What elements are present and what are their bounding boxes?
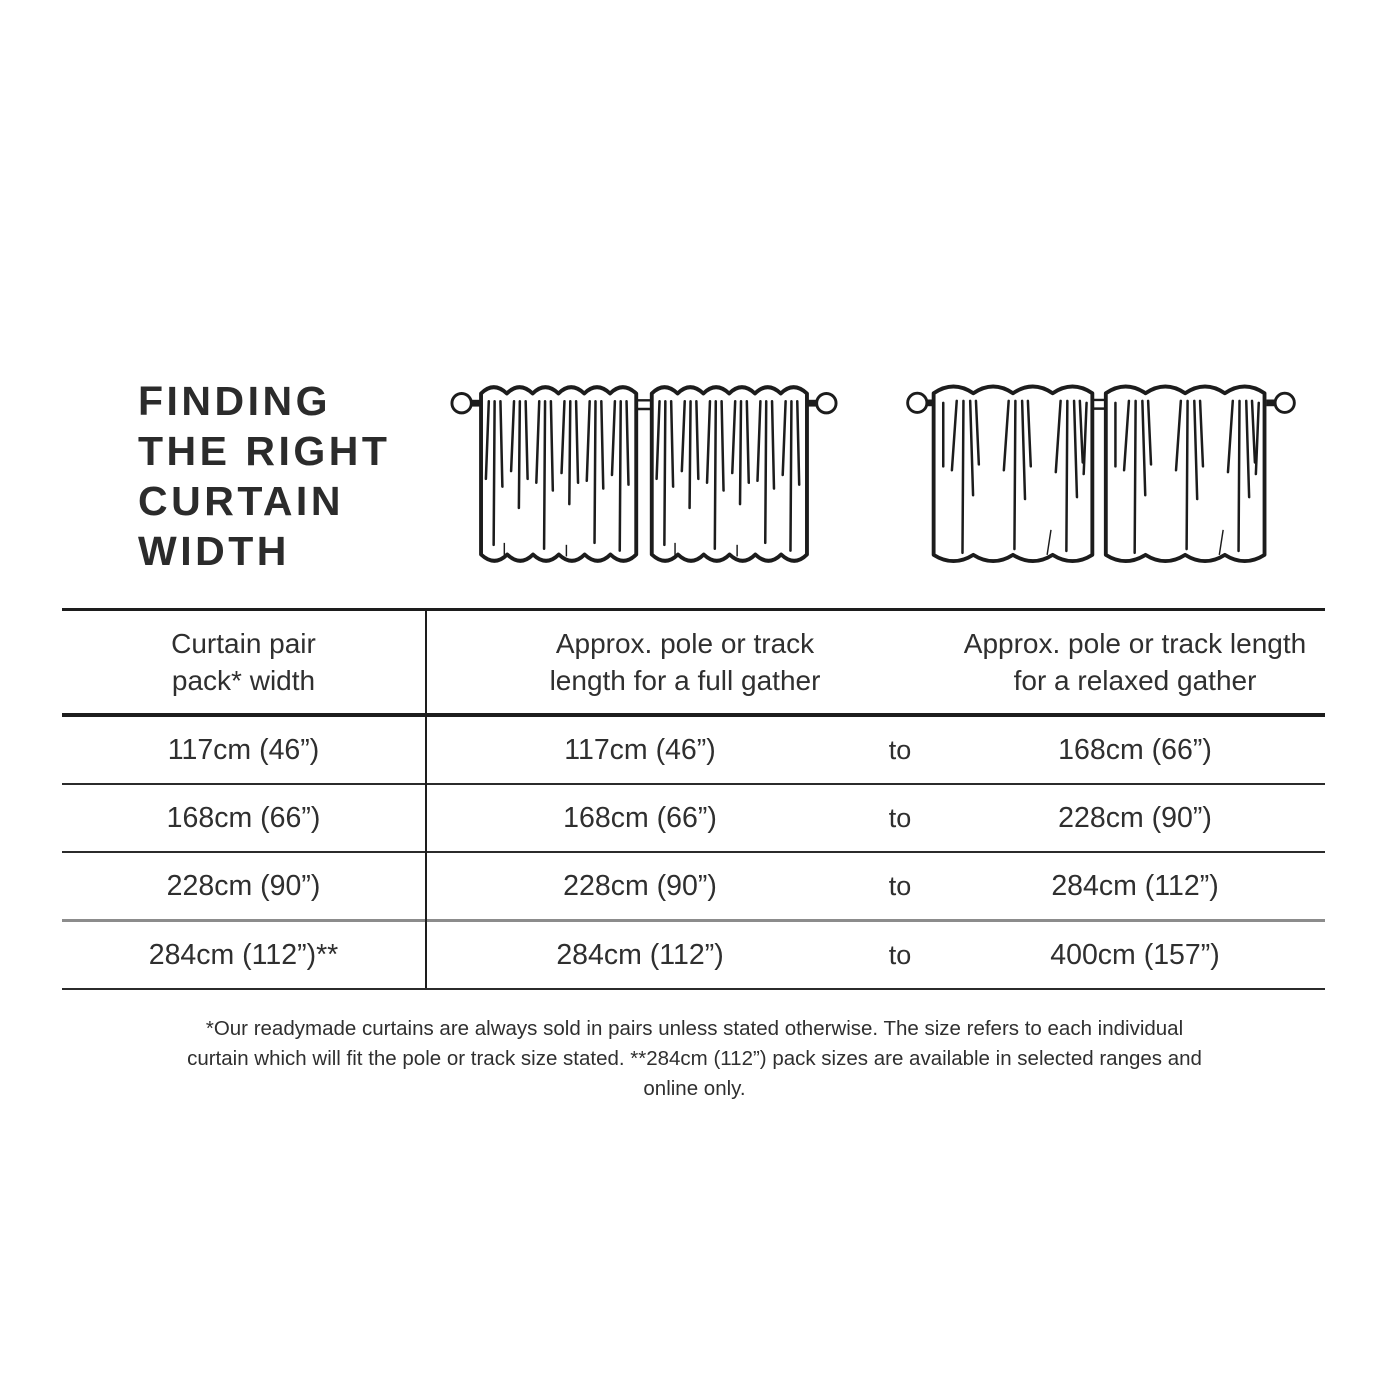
cell-relaxed-gather: 284cm (112”): [1051, 869, 1219, 902]
table-row: [62, 851, 1325, 919]
page-title-line: WIDTH: [138, 528, 290, 574]
header-pack-width: Curtain pair pack* width: [171, 628, 316, 696]
cell-full-gather: 284cm (112”): [556, 938, 724, 971]
curtain-panel: [1106, 387, 1265, 562]
cell-to: to: [888, 870, 912, 901]
footnote: [0, 1014, 1389, 1104]
table-row: [62, 717, 1325, 783]
page-title-line: FINDING: [138, 378, 332, 424]
page-title: [138, 376, 390, 576]
cell-pack-width: 117cm (46”): [167, 733, 320, 766]
cell-relaxed-gather: 228cm (90”): [1058, 801, 1212, 834]
cell-relaxed-gather: 168cm (66”): [1058, 733, 1212, 766]
table-header-row: [62, 611, 1325, 717]
curtain-pair-relaxed-gather-illustration: [906, 374, 1296, 576]
cell-full-gather: 117cm (46”): [564, 733, 716, 766]
table-row: [62, 783, 1325, 851]
curtain-panel: [652, 387, 807, 561]
column-divider-line: [425, 611, 427, 988]
page-title-line: THE RIGHT: [138, 428, 391, 474]
cell-pack-width: 228cm (90”): [166, 869, 321, 902]
cell-pack-width: 168cm (66”): [166, 801, 321, 834]
curtain-panel: [934, 387, 1093, 562]
page-title-line: CURTAIN: [138, 478, 344, 524]
cell-full-gather: 168cm (66”): [563, 801, 717, 834]
table-row: [62, 919, 1325, 988]
curtain-size-table: [62, 608, 1325, 990]
curtain-pair-full-gather-illustration: [450, 374, 838, 574]
cell-to: to: [888, 734, 912, 765]
cell-to: to: [888, 939, 912, 970]
cell-relaxed-gather: 400cm (157”): [1050, 938, 1220, 971]
footnote-text: *Our readymade curtains are always sold in pairs unless stated otherwise. The size refers to each individual curtain which will fit the pole or track size stated. **284cm (112”) pack sizes are available in selected ranges and online only.: [187, 1017, 1202, 1100]
header-relaxed-gather: Approx. pole or track length for a relaxed gather: [963, 628, 1307, 696]
cell-full-gather: 228cm (90”): [563, 869, 717, 902]
cell-pack-width: 284cm (112”)**: [148, 938, 339, 971]
header-full-gather: Approx. pole or track length for a full gather: [549, 628, 821, 696]
curtain-panel: [481, 387, 636, 561]
cell-to: to: [888, 802, 912, 833]
